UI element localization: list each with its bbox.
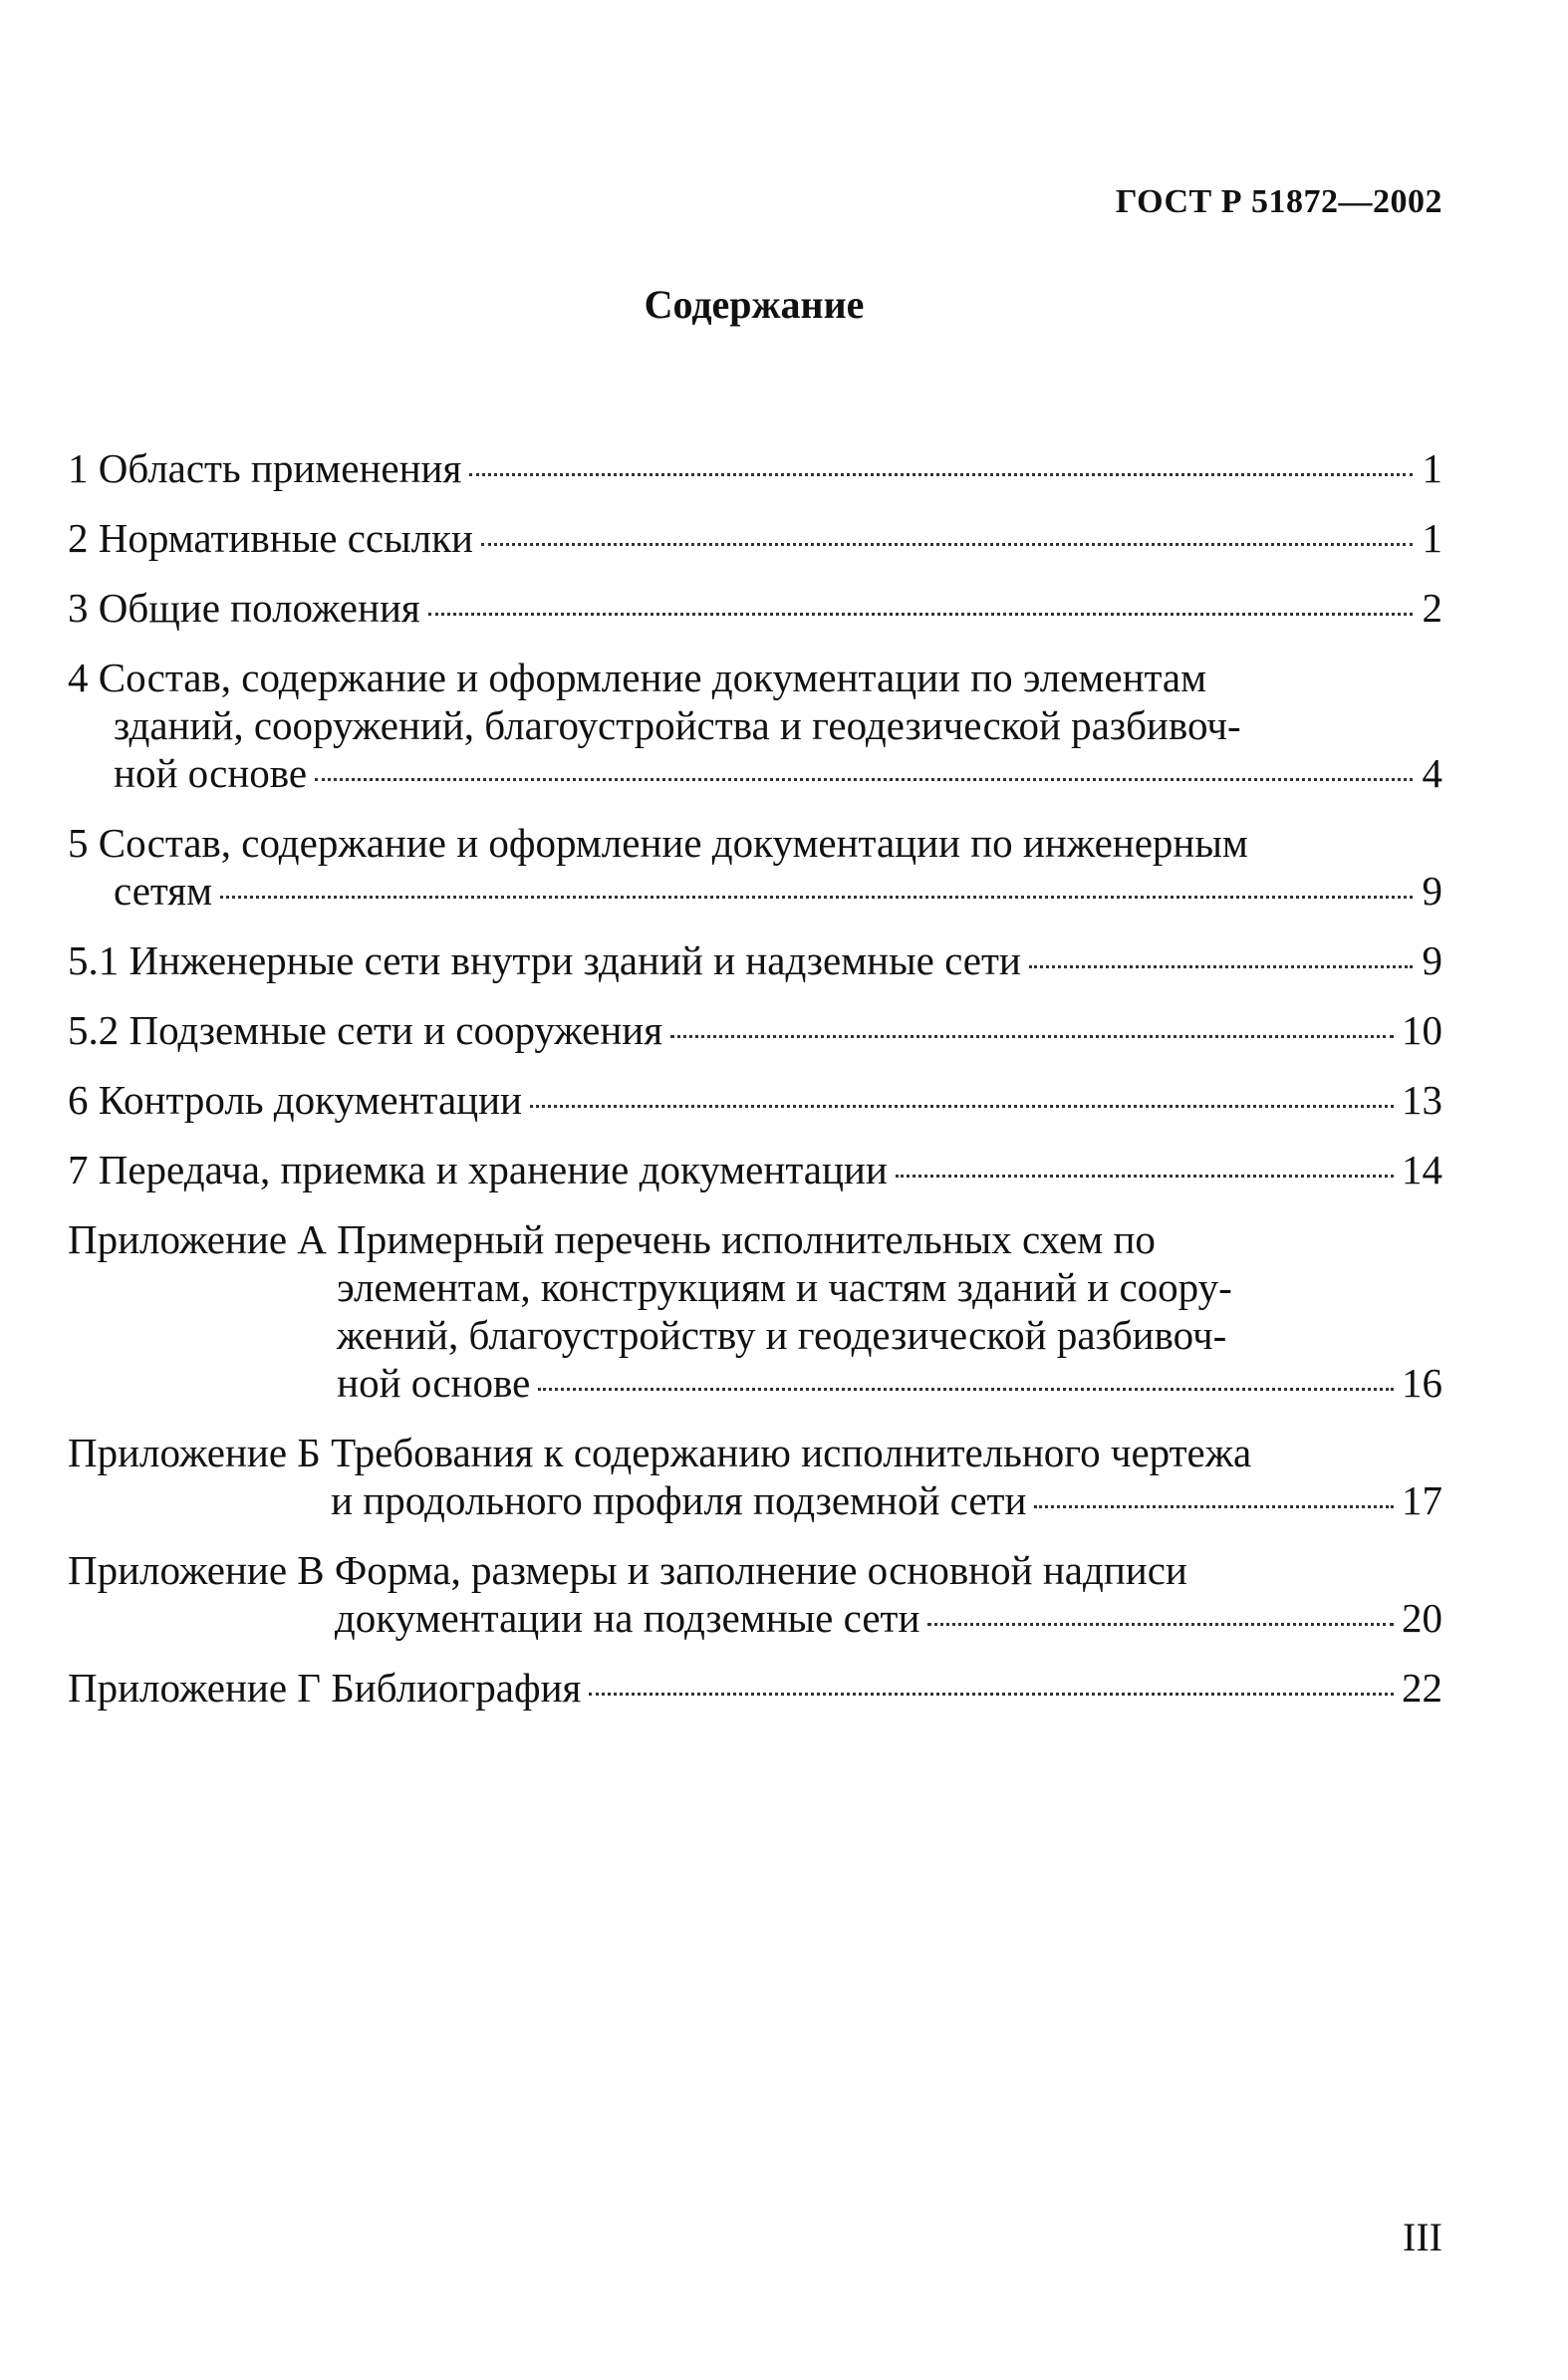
toc-entry-text: Форма, размеры и заполнение основной надписи xyxy=(334,1547,1187,1593)
dot-leader xyxy=(220,896,1413,899)
toc-entry-text: 6 Контроль документации xyxy=(68,1077,522,1123)
dot-leader xyxy=(481,543,1413,546)
dot-leader xyxy=(428,613,1413,616)
toc-entry-text: Библиография xyxy=(331,1665,582,1711)
dot-leader xyxy=(927,1623,1394,1626)
toc-entry-5-2[interactable] xyxy=(68,1006,1442,1054)
toc-entry-text: сетям xyxy=(114,868,213,914)
toc-entry-text: 1 Область применения xyxy=(68,445,462,491)
toc-entry-text: и продольного профиля подземной сети xyxy=(331,1477,1027,1523)
dot-leader xyxy=(589,1693,1394,1696)
toc-appendix-a[interactable] xyxy=(68,1215,1442,1407)
toc-appendix-v[interactable] xyxy=(68,1546,1442,1642)
appendix-label: Приложение Б xyxy=(68,1430,332,1475)
toc-entry-4[interactable] xyxy=(68,654,1442,797)
document-code: ГОСТ Р 51872—2002 xyxy=(1115,183,1442,220)
toc-appendix-g[interactable] xyxy=(68,1664,1442,1712)
toc-page-number: 10 xyxy=(1402,1007,1442,1053)
toc-entry-text: Требования к содержанию исполнительного чертежа xyxy=(331,1430,1252,1475)
dot-leader xyxy=(469,473,1413,476)
dot-leader xyxy=(315,778,1413,781)
dot-leader xyxy=(538,1388,1394,1391)
toc-entry-text: 2 Нормативные ссылки xyxy=(68,515,473,561)
toc-entry-text: 3 Общие положения xyxy=(68,585,420,631)
dot-leader xyxy=(670,1035,1394,1038)
toc-page-number: 9 xyxy=(1422,937,1442,983)
toc-entry-text: документации на подземные сети xyxy=(334,1595,920,1641)
dot-leader xyxy=(530,1105,1394,1108)
toc-entry-5[interactable] xyxy=(68,819,1442,915)
toc-title: Содержание xyxy=(644,282,865,327)
toc-page-number: 20 xyxy=(1402,1595,1442,1641)
page-number: III xyxy=(1403,2215,1442,2259)
toc-page-number: 14 xyxy=(1402,1147,1442,1192)
toc-entry-5-1[interactable] xyxy=(68,936,1442,984)
toc-entry-6[interactable] xyxy=(68,1076,1442,1124)
toc-entry-text: ной основе xyxy=(114,750,308,796)
toc-page-number: 2 xyxy=(1422,585,1442,631)
dot-leader xyxy=(896,1175,1394,1178)
dot-leader xyxy=(1034,1505,1394,1508)
toc-entry-text: Примерный перечень исполнительных схем по xyxy=(337,1216,1156,1262)
toc-page-number: 4 xyxy=(1422,750,1442,796)
toc-page-number: 1 xyxy=(1422,515,1442,561)
toc-entry-text: 5 Состав, содержание и оформление документации по инженерным xyxy=(68,820,1248,866)
toc-entry-1[interactable] xyxy=(68,444,1442,492)
toc-page-number: 13 xyxy=(1402,1077,1442,1123)
toc-page-number: 16 xyxy=(1402,1360,1442,1406)
appendix-label: Приложение Г xyxy=(68,1665,332,1711)
appendix-label: Приложение А xyxy=(68,1216,338,1262)
toc-entry-text: 5.2 Подземные сети и сооружения xyxy=(68,1007,663,1053)
toc-page-number: 1 xyxy=(1422,445,1442,491)
table-of-contents xyxy=(68,444,1442,1733)
toc-entry-text: элементам, конструкциям и частям зданий и соору- xyxy=(337,1264,1232,1310)
toc-entry-text: 7 Передача, приемка и хранение документации xyxy=(68,1147,888,1192)
toc-page-number: 22 xyxy=(1402,1665,1442,1711)
toc-entry-text: 4 Состав, содержание и оформление документации по элементам xyxy=(68,655,1207,700)
toc-entry-7[interactable] xyxy=(68,1146,1442,1193)
toc-entry-text: ной основе xyxy=(337,1360,531,1406)
toc-entry-2[interactable] xyxy=(68,514,1442,562)
toc-page-number: 17 xyxy=(1402,1477,1442,1523)
toc-appendix-b[interactable] xyxy=(68,1429,1442,1524)
dot-leader xyxy=(1029,965,1413,968)
toc-entry-text: зданий, сооружений, благоустройства и геодезической разбивоч- xyxy=(114,702,1241,748)
toc-page-number: 9 xyxy=(1422,868,1442,914)
appendix-label: Приложение В xyxy=(68,1547,335,1593)
toc-entry-3[interactable] xyxy=(68,584,1442,632)
toc-entry-text: жений, благоустройству и геодезической разбивоч- xyxy=(337,1312,1227,1358)
toc-entry-text: 5.1 Инженерные сети внутри зданий и надземные сети xyxy=(68,937,1021,983)
